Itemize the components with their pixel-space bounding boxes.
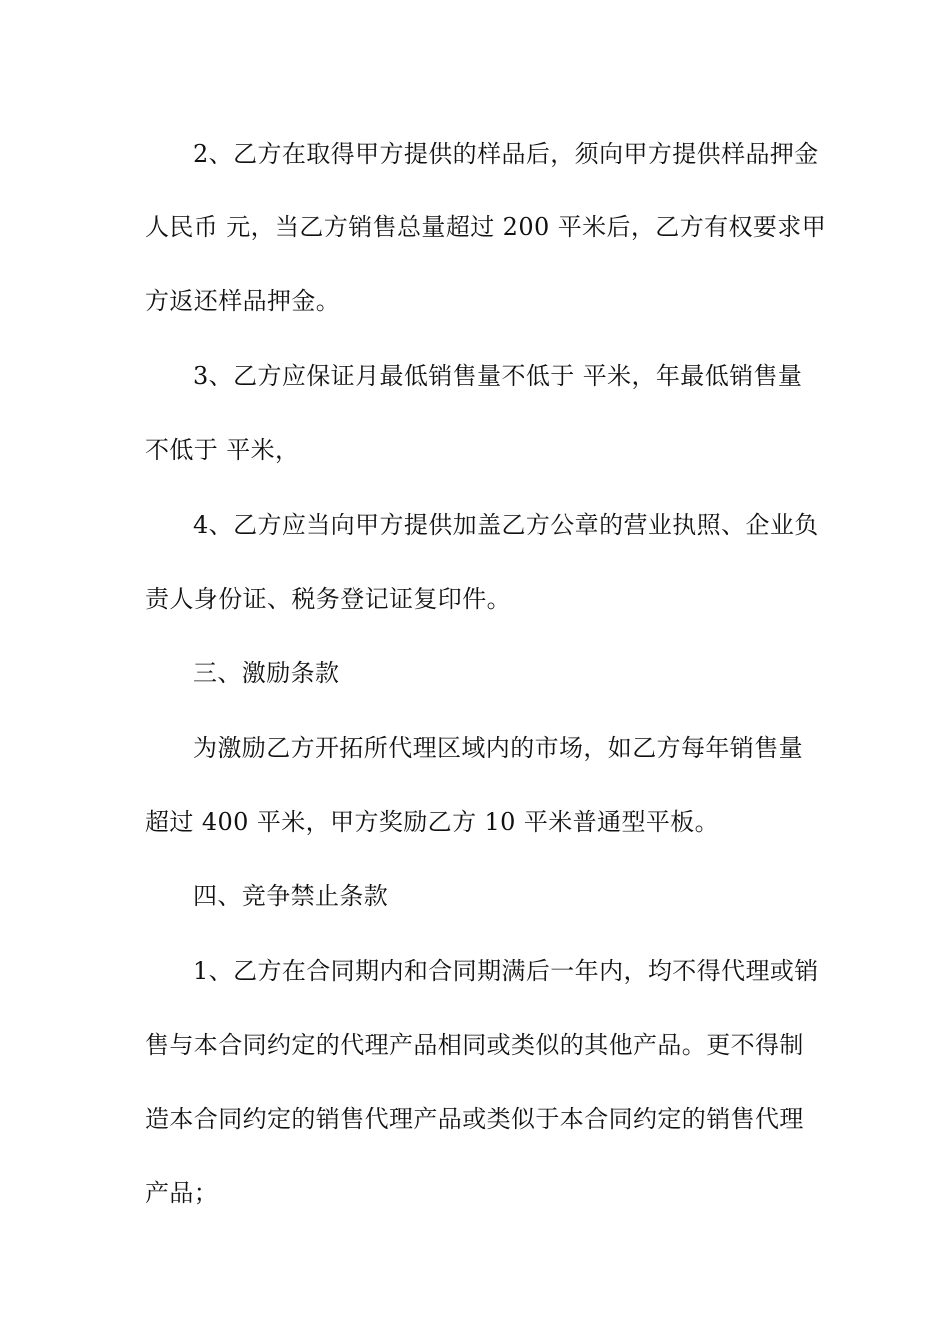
section-heading-non-compete: 四、竞争禁止条款 xyxy=(193,882,389,910)
paragraph-4-line-1: 4、乙方应当向甲方提供加盖乙方公章的营业执照、企业负 xyxy=(193,511,819,539)
paragraph-3-line-1: 3、乙方应保证月最低销售量不低于 平米，年最低销售量 xyxy=(193,362,803,390)
incentive-paragraph-line-2: 超过 400 平米，甲方奖励乙方 10 平米普通型平板。 xyxy=(145,808,720,836)
non-compete-paragraph-line-2: 售与本合同约定的代理产品相同或类似的其他产品。更不得制 xyxy=(145,1031,804,1059)
paragraph-2-line-1: 2、乙方在取得甲方提供的样品后，须向甲方提供样品押金 xyxy=(193,140,819,168)
paragraph-4-line-2: 责人身份证、税务登记证复印件。 xyxy=(145,585,511,613)
incentive-paragraph-line-1: 为激励乙方开拓所代理区域内的市场，如乙方每年销售量 xyxy=(193,734,803,762)
paragraph-2-line-2: 人民币 元，当乙方销售总量超过 200 平米后，乙方有权要求甲 xyxy=(145,213,827,241)
section-heading-incentive: 三、激励条款 xyxy=(193,659,340,687)
non-compete-paragraph-line-1: 1、乙方在合同期内和合同期满后一年内，均不得代理或销 xyxy=(193,957,819,985)
paragraph-2-line-3: 方返还样品押金。 xyxy=(145,287,341,315)
non-compete-paragraph-line-4: 产品； xyxy=(145,1179,219,1207)
paragraph-3-line-2: 不低于 平米， xyxy=(145,436,300,464)
non-compete-paragraph-line-3: 造本合同约定的销售代理产品或类似于本合同约定的销售代理 xyxy=(145,1105,804,1133)
